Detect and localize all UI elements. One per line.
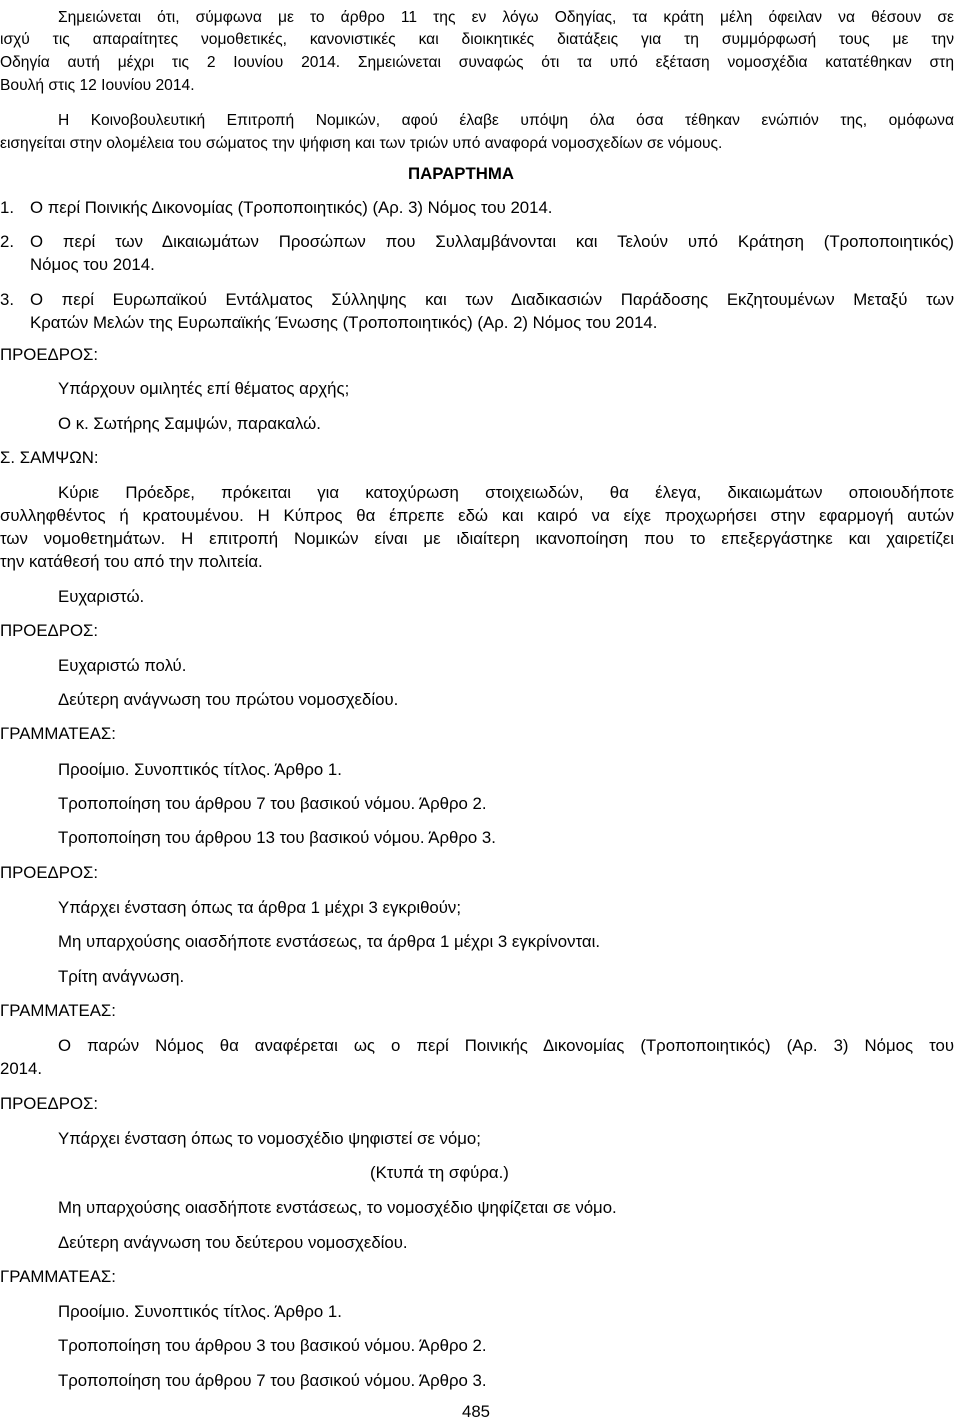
intro-paragraph-1-line-2: ισχύ τις απαραίτητες νομοθετικές, κανονιστικές και διοικητικές διατάξεις για τη συμμόρφωσή τους με την bbox=[0, 31, 954, 48]
speech-line: Υπάρχουν ομιλητές επί θέματος αρχής; bbox=[58, 379, 350, 398]
annex-item-2-text-line-2: Νόμος του 2014. bbox=[30, 255, 155, 274]
intro-paragraph-2-line-2: εισηγείται στην ολομέλεια του σώματος την ψήφιση και των τριών υπό αναφορά νομοσχεδίων σε νόμους. bbox=[0, 135, 723, 152]
speech-line: Δεύτερη ανάγνωση του δεύτερου νομοσχεδίου. bbox=[58, 1233, 408, 1252]
speech-line: Προοίμιο. Συνοπτικός τίτλος. Άρθρο 1. bbox=[58, 760, 342, 779]
speech-line: Τροποποίηση του άρθρου 3 του βασικού νόμου. Άρθρο 2. bbox=[58, 1336, 487, 1355]
annex-item-2-text-line-1: Ο περί των Δικαιωμάτων Προσώπων που Συλλαμβάνονται και Τελούν υπό Κράτηση (Τροποποιητικός) bbox=[30, 232, 954, 251]
stage-direction: (Κτυπά τη σφύρα.) bbox=[370, 1163, 509, 1182]
speaker-label: ΠΡΟΕΔΡΟΣ: bbox=[0, 1094, 99, 1113]
intro-paragraph-1-line-4: Βουλή στις 12 Ιουνίου 2014. bbox=[0, 77, 195, 94]
speech-line: Ευχαριστώ πολύ. bbox=[58, 656, 187, 675]
intro-paragraph-1-line-1: Σημειώνεται ότι, σύμφωνα με το άρθρο 11 της εν λόγω Οδηγίας, τα κράτη μέλη όφειλαν να θέσουν σε bbox=[58, 9, 954, 26]
annex-title: ΠΑΡΑΡΤΗΜΑ bbox=[408, 164, 514, 183]
speaker-label: ΓΡΑΜΜΑΤΕΑΣ: bbox=[0, 1001, 116, 1020]
speaker-label: ΓΡΑΜΜΑΤΕΑΣ: bbox=[0, 1267, 116, 1286]
speech-paragraph-line-1: Ο παρών Νόμος θα αναφέρεται ως ο περί Ποινικής Δικονομίας (Τροποποιητικός) (Αρ. 3) Νόμος του bbox=[58, 1036, 954, 1055]
speech-paragraph-line-4: την κατάθεσή του από την πολιτεία. bbox=[0, 552, 263, 571]
intro-paragraph-1-line-3: Οδηγία αυτή μέχρι τις 2 Ιουνίου 2014. Σημειώνεται συναφώς ότι τα υπό εξέταση νομοσχέδια κατατέθηκαν στη bbox=[0, 54, 954, 71]
page-number: 485 bbox=[462, 1402, 490, 1421]
speech-paragraph-line-3: των νομοθετημάτων. Η επιτροπή Νομικών είναι με ιδιαίτερη ικανοποίηση που το επεξεργάστηκε και χαιρετίζει bbox=[0, 529, 954, 548]
speech-paragraph-line-2: συλληφθέντος ή κρατουμένου. Η Κύπρος θα έπρεπε εδώ και καιρό να είχε προχωρήσει στην εφαρμογή αυτών bbox=[0, 506, 954, 525]
speech-line: Ευχαριστώ. bbox=[58, 587, 145, 606]
annex-item-3-text-line-2: Κρατών Μελών της Ευρωπαϊκής Ένωσης (Τροποποιητικός) (Αρ. 2) Νόμος του 2014. bbox=[30, 313, 658, 332]
speaker-label: ΓΡΑΜΜΑΤΕΑΣ: bbox=[0, 724, 116, 743]
speech-line: Τροποποίηση του άρθρου 7 του βασικού νόμου. Άρθρο 2. bbox=[58, 794, 487, 813]
speech-line: Μη υπαρχούσης οιασδήποτε ενστάσεως, το νομοσχέδιο ψηφίζεται σε νόμο. bbox=[58, 1198, 617, 1217]
speech-line: Υπάρχει ένσταση όπως τα άρθρα 1 μέχρι 3 εγκριθούν; bbox=[58, 898, 461, 917]
intro-paragraph-2-line-1: Η Κοινοβουλευτική Επιτροπή Νομικών, αφού έλαβε υπόψη όλα όσα τέθηκαν ενώπιόν της, ομόφωνα bbox=[58, 112, 954, 129]
annex-item-1-number: 1. bbox=[0, 198, 14, 217]
speech-line: Υπάρχει ένσταση όπως το νομοσχέδιο ψηφιστεί σε νόμο; bbox=[58, 1129, 481, 1148]
speaker-label: ΠΡΟΕΔΡΟΣ: bbox=[0, 345, 99, 364]
speech-line: Τρίτη ανάγνωση. bbox=[58, 967, 185, 986]
speech-line: Τροποποίηση του άρθρου 13 του βασικού νόμου. Άρθρο 3. bbox=[58, 828, 496, 847]
annex-item-1-text: Ο περί Ποινικής Δικονομίας (Τροποποιητικός) (Αρ. 3) Νόμος του 2014. bbox=[30, 198, 553, 217]
speech-line: Μη υπαρχούσης οιασδήποτε ενστάσεως, τα άρθρα 1 μέχρι 3 εγκρίνονται. bbox=[58, 932, 600, 951]
speech-line: Ο κ. Σωτήρης Σαμψών, παρακαλώ. bbox=[58, 414, 321, 433]
speech-line: Προοίμιο. Συνοπτικός τίτλος. Άρθρο 1. bbox=[58, 1302, 342, 1321]
speaker-label: Σ. ΣΑΜΨΩΝ: bbox=[0, 448, 99, 467]
speech-paragraph-line-2: 2014. bbox=[0, 1059, 42, 1078]
speaker-label: ΠΡΟΕΔΡΟΣ: bbox=[0, 863, 99, 882]
annex-item-2-number: 2. bbox=[0, 232, 14, 251]
annex-item-3-number: 3. bbox=[0, 290, 14, 309]
speaker-label: ΠΡΟΕΔΡΟΣ: bbox=[0, 621, 99, 640]
speech-line: Τροποποίηση του άρθρου 7 του βασικού νόμου. Άρθρο 3. bbox=[58, 1371, 487, 1390]
speech-line: Δεύτερη ανάγνωση του πρώτου νομοσχεδίου. bbox=[58, 690, 399, 709]
speech-paragraph-line-1: Κύριε Πρόεδρε, πρόκειται για κατοχύρωση στοιχειωδών, θα έλεγα, δικαιωμάτων οποιουδήποτε bbox=[58, 483, 954, 502]
annex-item-3-text-line-1: Ο περί Ευρωπαϊκού Εντάλματος Σύλληψης και των Διαδικασιών Παράδοσης Εκζητουμένων Μεταξύ των bbox=[30, 290, 954, 309]
